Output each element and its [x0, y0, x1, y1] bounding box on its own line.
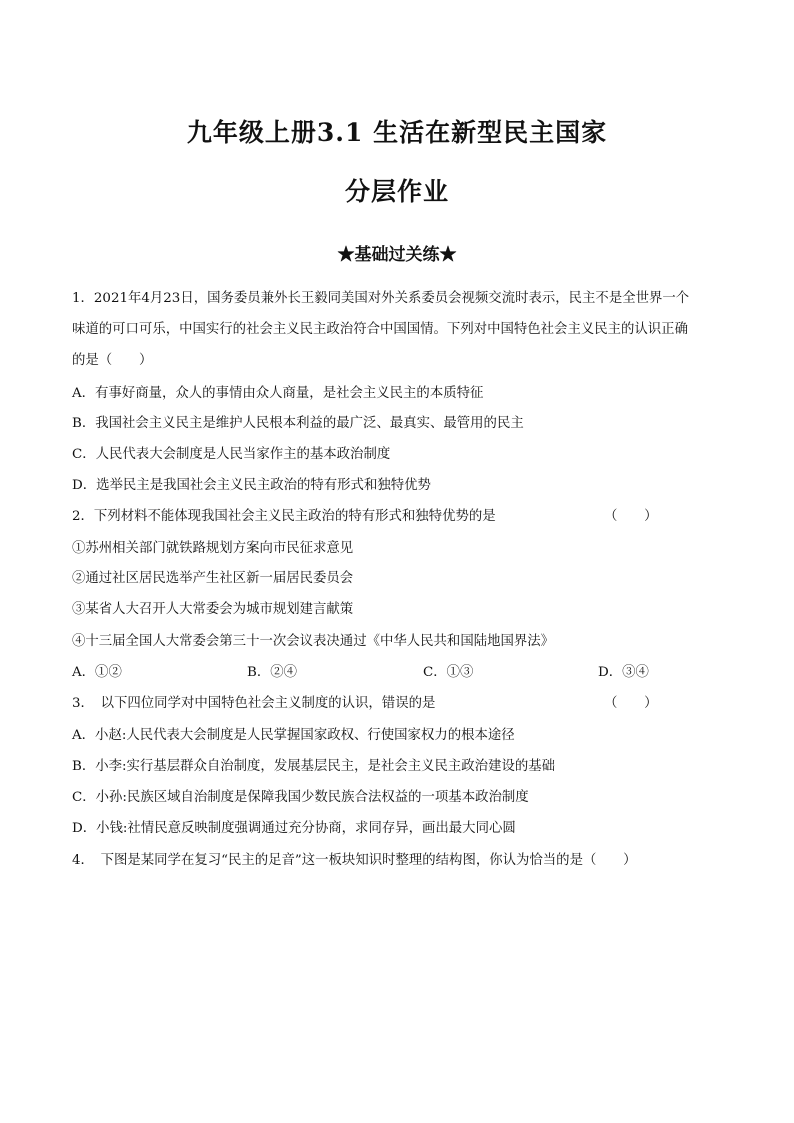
q2-option-a: A．①② — [72, 665, 122, 680]
q2-item-4: ④十三届全国人大常委会第三十一次会议表决通过《中华人民共和国陆地国界法》 — [72, 634, 555, 649]
q4-stem: 4． 下图是某同学在复习“民主的足音”这一板块知识时整理的结构图，你认为恰当的是（ ） — [72, 853, 637, 868]
q3-option-d: D．小钱:社情民意反映制度强调通过充分协商，求同存异，画出最大同心圆 — [72, 821, 516, 836]
q2-item-3: ③某省人大召开人大常委会为城市规划建言献策 — [72, 602, 354, 617]
document-title: 九年级上册3.1 生活在新型民主国家 — [186, 118, 608, 147]
document-subtitle: 分层作业 — [344, 177, 449, 206]
q2-option-c: C．①③ — [423, 665, 474, 680]
q1-stem-line-2: 味道的可口可乐，中国实行的社会主义民主政治符合中国国情。下列对中国特色社会主义民主的认识正确 — [72, 322, 688, 337]
q2-option-d: D．③④ — [598, 665, 649, 680]
q3-option-a: A．小赵:人民代表大会制度是人民掌握国家政权、行使国家权力的根本途径 — [72, 728, 515, 743]
q1-stem-line-3: 的是（ ） — [72, 353, 153, 368]
q2-answer-paren: （ ） — [604, 509, 658, 524]
q1-option-b: B．我国社会主义民主是维护人民根本利益的最广泛、最真实、最管用的民主 — [72, 416, 524, 431]
q1-option-d: D．选举民主是我国社会主义民主政治的特有形式和独特优势 — [72, 478, 431, 493]
q1-option-a: A．有事好商量，众人的事情由众人商量，是社会主义民主的本质特征 — [72, 386, 484, 401]
section-heading: ★基础过关练★ — [337, 245, 457, 265]
q2-stem: 2．下列材料不能体现我国社会主义民主政治的特有形式和独特优势的是 — [72, 509, 496, 524]
q3-option-b: B．小李:实行基层群众自治制度，发展基层民主，是社会主义民主政治建设的基础 — [72, 759, 556, 774]
q3-stem: 3． 以下四位同学对中国特色社会主义制度的认识，错误的是 — [72, 696, 436, 711]
q2-item-2: ②通过社区居民选举产生社区新一届居民委员会 — [72, 571, 354, 586]
q3-option-c: C．小孙:民族区域自治制度是保障我国少数民族合法权益的一项基本政治制度 — [72, 790, 529, 805]
q1-stem-line-1: 1．2021年4月23日，国务委员兼外长王毅同美国对外关系委员会视频交流时表示，民主不是全世界一个 — [72, 291, 690, 306]
q3-answer-paren: （ ） — [604, 696, 658, 711]
q2-item-1: ①苏州相关部门就铁路规划方案向市民征求意见 — [72, 541, 354, 556]
q1-option-c: C．人民代表大会制度是人民当家作主的基本政治制度 — [72, 447, 391, 462]
q2-option-b: B．②④ — [247, 665, 298, 680]
